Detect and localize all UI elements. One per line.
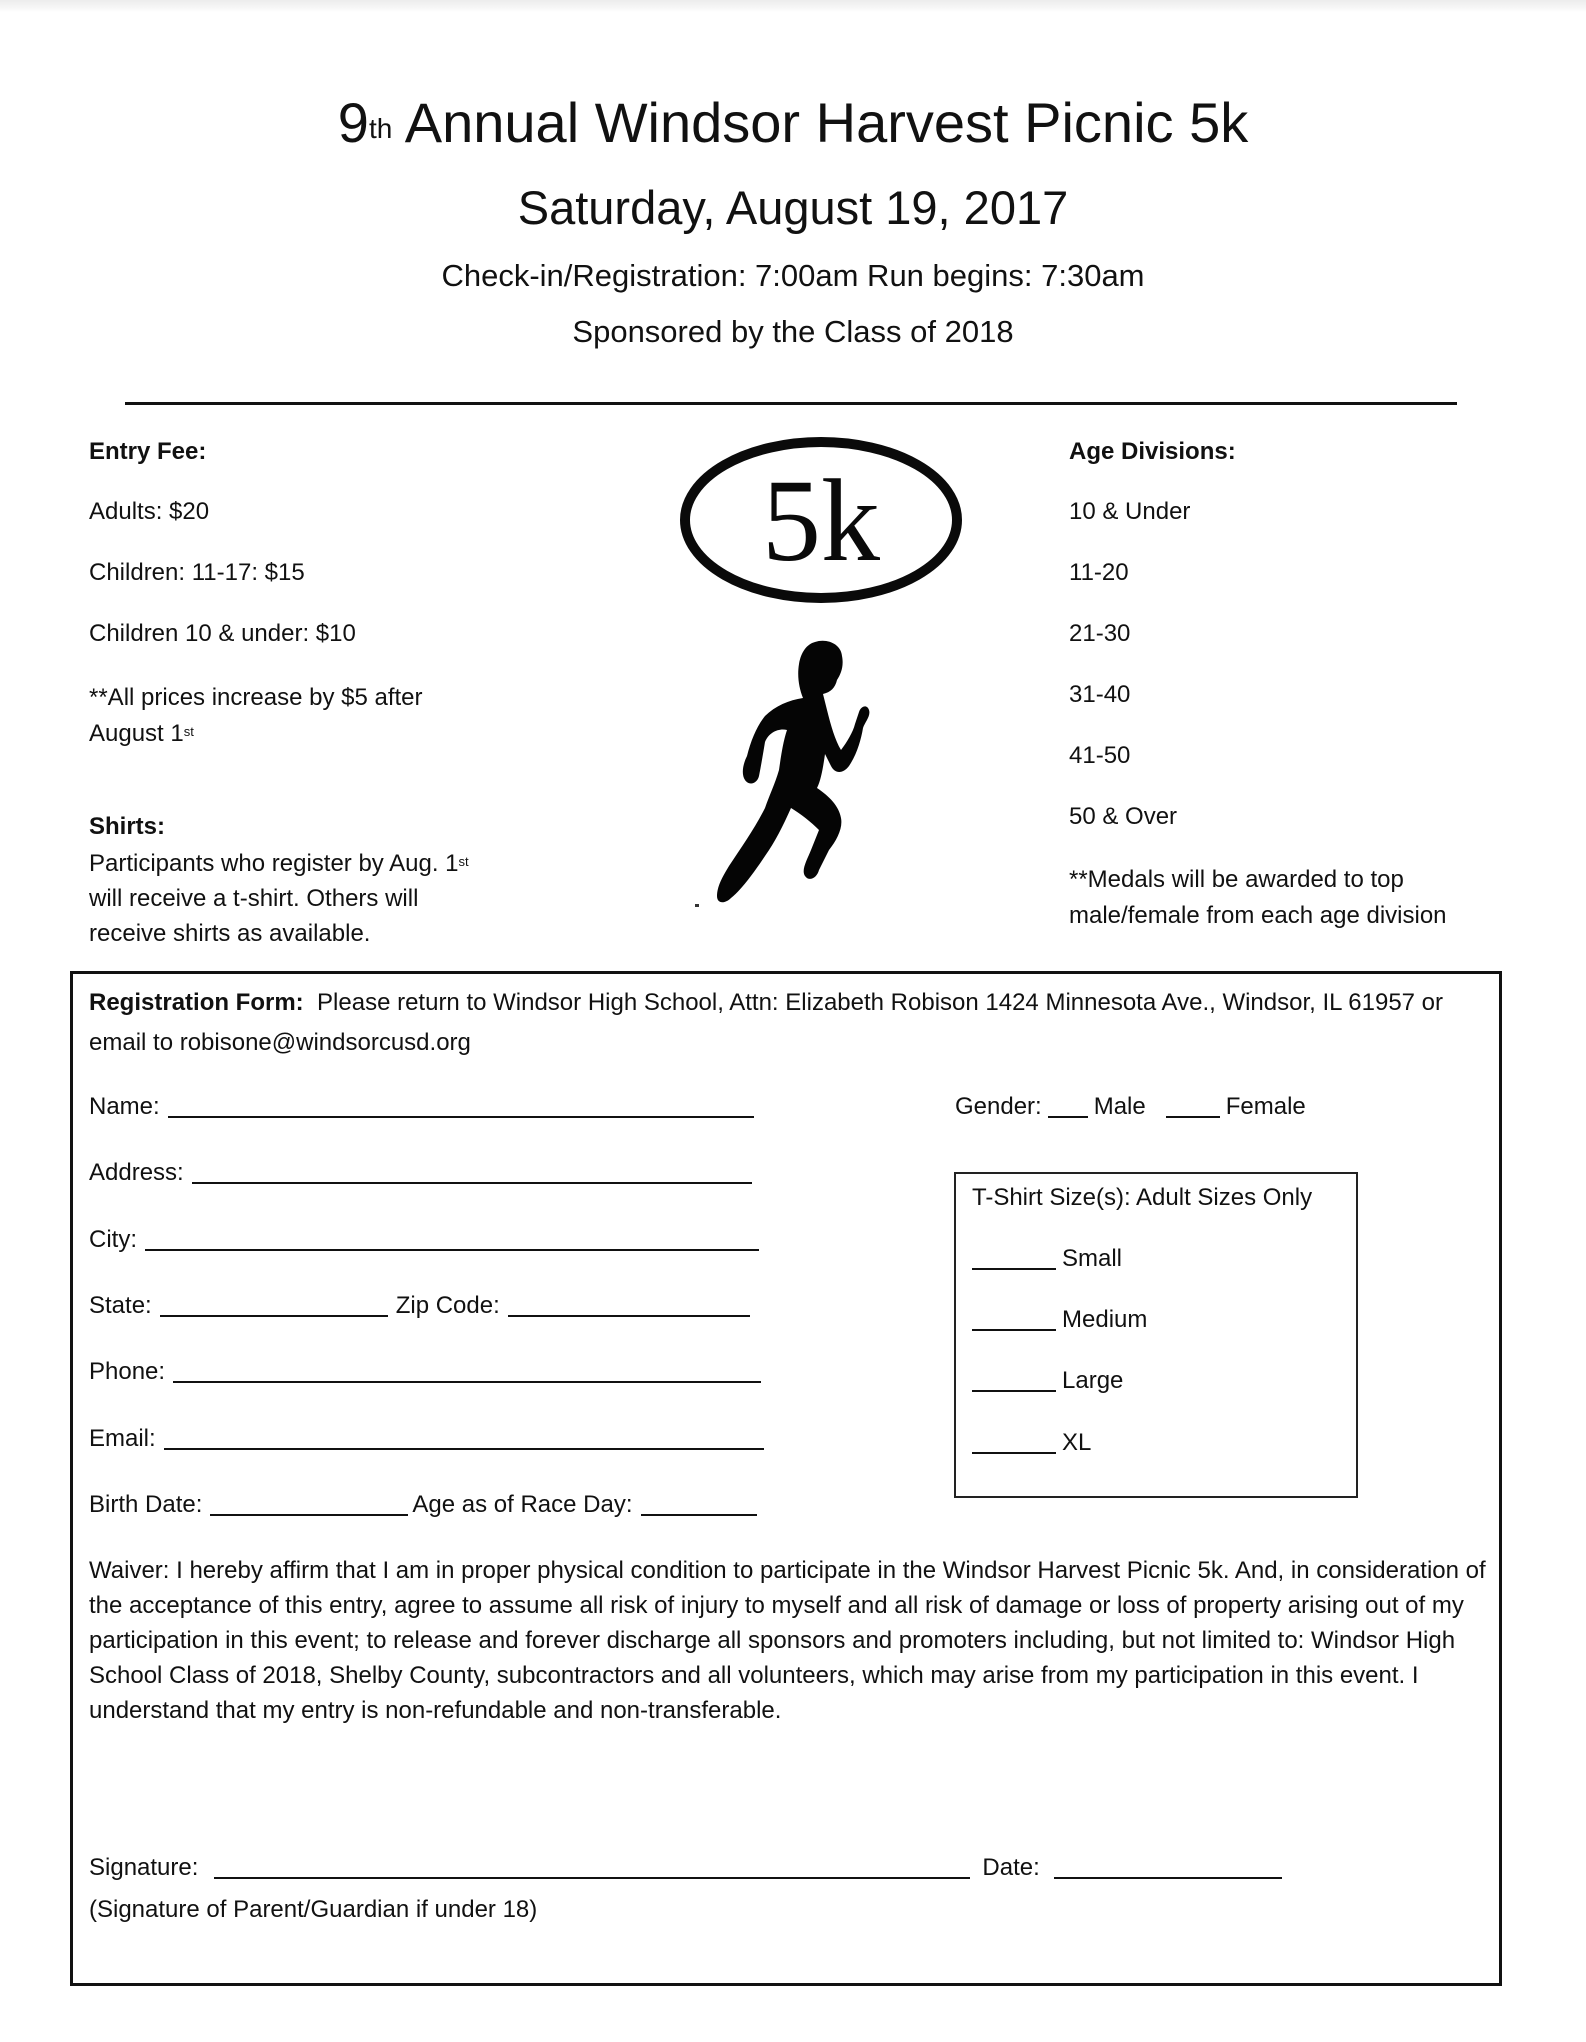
tshirt-size-option[interactable] [972, 1305, 1147, 1335]
signature-row [89, 1853, 1290, 1883]
5k-badge-logo [676, 430, 966, 610]
shirts-line1: Participants who register by Aug. 1 [89, 850, 459, 877]
gender-label: Gender: [955, 1093, 1042, 1120]
name-field[interactable] [89, 1092, 762, 1122]
birth-date-label: Birth Date: [89, 1491, 203, 1518]
age-division-item: 21-30 [1069, 620, 1131, 647]
age-division-item: 50 & Over [1069, 803, 1178, 830]
address-label: Address: [89, 1159, 184, 1186]
age-divisions-heading: Age Divisions: [1069, 438, 1236, 465]
entry-fee-heading: Entry Fee: [89, 438, 207, 465]
registration-heading: Registration Form: [89, 989, 304, 1016]
page-title [0, 90, 1586, 156]
email-input-line[interactable] [164, 1426, 764, 1450]
address-input-line[interactable] [192, 1160, 752, 1184]
price-increase-note [89, 680, 509, 752]
gender-female-line[interactable] [1166, 1094, 1220, 1118]
age-division-item: 31-40 [1069, 681, 1131, 708]
badge-text: 5k [762, 455, 880, 586]
phone-input-line[interactable] [173, 1359, 761, 1383]
gender-male-option: Male [1093, 1093, 1146, 1120]
header-divider [125, 402, 1457, 405]
gender-female-option: Female [1225, 1093, 1306, 1120]
age-division-item: 10 & Under [1069, 498, 1191, 525]
size-large-line[interactable] [972, 1368, 1056, 1392]
tshirt-size-title: T-Shirt Size(s): Adult Sizes Only [972, 1184, 1313, 1211]
tshirt-size-option[interactable] [972, 1244, 1122, 1274]
city-field[interactable] [89, 1225, 767, 1255]
price-note-suffix: st [183, 724, 194, 739]
top-edge-shadow [0, 0, 1586, 12]
title-ordinal-suffix: th [368, 113, 393, 144]
size-large-label: Large [1062, 1367, 1124, 1394]
age-input-line[interactable] [641, 1492, 757, 1516]
medals-note [1069, 862, 1509, 934]
birth-date-input-line[interactable] [210, 1492, 408, 1516]
state-zip-row [89, 1291, 758, 1321]
name-label: Name: [89, 1093, 160, 1120]
date-label: Date: [982, 1854, 1040, 1881]
age-race-day-label: Age as of Race Day: [412, 1491, 633, 1518]
city-label: City: [89, 1226, 137, 1253]
title-ordinal-number: 9 [337, 91, 369, 154]
state-label: State: [89, 1292, 152, 1319]
medals-note-line2: male/female from each age division [1069, 902, 1447, 929]
address-field[interactable] [89, 1158, 760, 1188]
medals-note-line1: **Medals will be awarded to top [1069, 866, 1404, 893]
birth-age-row [89, 1490, 765, 1520]
shirts-text [89, 846, 529, 951]
signature-label: Signature: [89, 1854, 199, 1881]
size-medium-line[interactable] [972, 1307, 1056, 1331]
name-input-line[interactable] [168, 1094, 754, 1118]
tshirt-size-option[interactable] [972, 1366, 1123, 1396]
email-field[interactable] [89, 1424, 772, 1454]
date-input-line[interactable] [1054, 1855, 1282, 1879]
title-text: Annual Windsor Harvest Picnic 5k [404, 91, 1249, 154]
size-small-label: Small [1062, 1245, 1123, 1272]
price-note-line1: **All prices increase by $5 after [89, 684, 423, 711]
event-date: Saturday, August 19, 2017 [517, 181, 1069, 234]
size-xl-line[interactable] [972, 1430, 1056, 1454]
fee-item: Children: 11-17: $15 [89, 559, 305, 586]
tshirt-size-option[interactable] [972, 1428, 1091, 1458]
shirts-heading: Shirts: [89, 813, 166, 840]
runner-icon [695, 636, 915, 908]
city-input-line[interactable] [145, 1227, 759, 1251]
age-division-item: 11-20 [1069, 559, 1129, 586]
email-label: Email: [89, 1425, 156, 1452]
registration-intro [89, 983, 1489, 1063]
shirts-line3: receive shirts as available. [89, 920, 371, 947]
checkin-times: Check-in/Registration: 7:00am Run begins: 7:30am [441, 258, 1145, 293]
price-note-line2: August 1 [89, 720, 184, 747]
phone-label: Phone: [89, 1358, 166, 1385]
gender-field [955, 1092, 1306, 1122]
zip-label: Zip Code: [395, 1292, 500, 1319]
waiver-text: Waiver: I hereby affirm that I am in proper physical condition to participate in the Windsor Harvest Picnic 5k. And, in consideration of the acceptance of this entry, agree to assume all risk of injury to myself and all risk of damage or loss of property arising out of my participation in this event; to release and forever discharge all sponsors and promoters including, but not limited to: Windsor High School Class of 2018, Shelby County, subcontractors and all volunteers, which may arise from my participation in this event. I understand that my entry is non-refundable and non-transferable. [89, 1557, 1486, 1724]
phone-field[interactable] [89, 1357, 769, 1387]
shirts-line1-suffix: st [458, 854, 469, 869]
zip-input-line[interactable] [508, 1293, 750, 1317]
registration-instructions: Please return to Windsor High School, Attn: Elizabeth Robison 1424 Minnesota Ave., Windsor, IL 61957 or email to robisone@windsorcusd.org [89, 989, 1444, 1056]
size-medium-label: Medium [1062, 1306, 1148, 1333]
age-division-item: 41-50 [1069, 742, 1131, 769]
shirts-line2: will receive a t-shirt. Others will [89, 885, 419, 912]
guardian-signature-note: (Signature of Parent/Guardian if under 18) [89, 1896, 538, 1923]
state-input-line[interactable] [160, 1293, 388, 1317]
signature-input-line[interactable] [214, 1855, 970, 1879]
sponsor-line: Sponsored by the Class of 2018 [572, 314, 1014, 349]
fee-item: Children 10 & under: $10 [89, 620, 356, 647]
gender-male-line[interactable] [1048, 1094, 1088, 1118]
size-xl-label: XL [1062, 1429, 1092, 1456]
size-small-line[interactable] [972, 1246, 1056, 1270]
fee-item: Adults: $20 [89, 498, 210, 525]
